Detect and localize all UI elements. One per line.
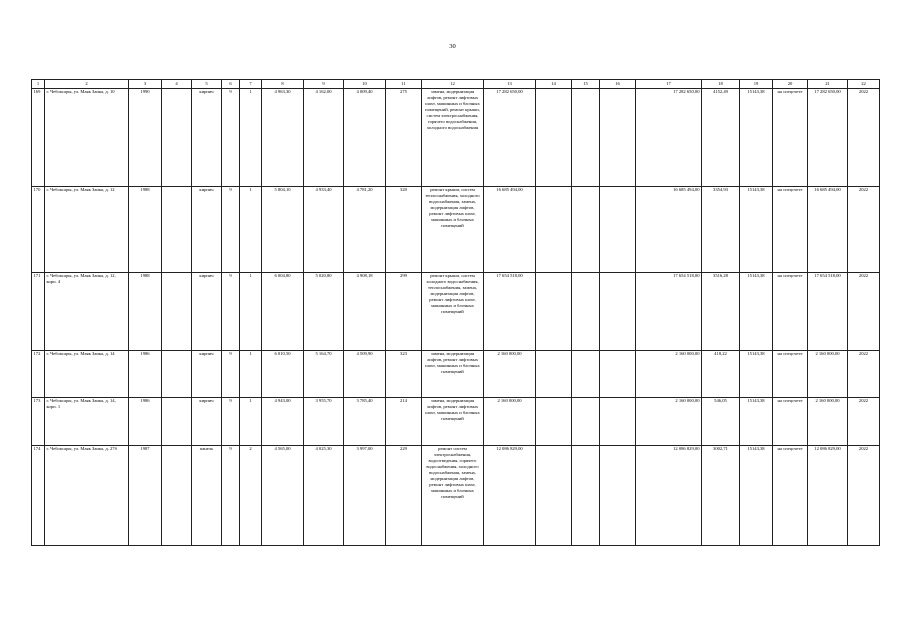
column-number-row: [32, 80, 880, 89]
planned-year-cell: 2022: [848, 89, 880, 187]
build-year-cell: 1986: [129, 351, 162, 398]
empty-cell: [572, 273, 600, 351]
entrances-cell: 1: [240, 89, 262, 187]
cost-cell: 17 282 650,00: [808, 89, 848, 187]
cost-cell: 12 086 829,00: [636, 446, 702, 546]
column-number-header: 6: [222, 80, 240, 89]
column-number-header: 11: [386, 80, 422, 89]
column-number-header: 4: [162, 80, 192, 89]
cost-cell: 12 086 829,00: [808, 446, 848, 546]
area-cell: 3 785,40: [344, 398, 386, 446]
build-year-cell: 1990: [129, 89, 162, 187]
planned-year-cell: 2022: [848, 398, 880, 446]
empty-cell: [572, 351, 600, 398]
row-number: 173: [32, 398, 45, 446]
total-area-cell: 6 004,80: [262, 273, 304, 351]
empty-cell: [536, 187, 572, 273]
cost-cell: 2 160 000,00: [636, 398, 702, 446]
total-cost-cell: 2 160 000,00: [484, 398, 536, 446]
empty-cell: [162, 446, 192, 546]
funding-source-cell: на спецсчете: [773, 89, 808, 187]
column-number-header: 2: [45, 80, 129, 89]
area-cell: 4 009,40: [344, 89, 386, 187]
empty-cell: [600, 273, 636, 351]
column-number-header: 1: [32, 80, 45, 89]
column-number-header: 10: [344, 80, 386, 89]
address-cell: г. Чебоксары, ул. Маяк Заика, д. 14: [45, 351, 129, 398]
table-row: [32, 89, 880, 187]
row-number: 174: [32, 446, 45, 546]
total-cost-cell: 16 685 494,00: [484, 187, 536, 273]
address-cell: г. Чебоксары, ул. Маяк Заика, д. 12: [45, 187, 129, 273]
column-number-header: 19: [740, 80, 773, 89]
cost-cell: 2 160 000,00: [808, 351, 848, 398]
entrances-cell: 1: [240, 351, 262, 398]
column-number-header: 15: [572, 80, 600, 89]
limit-cost-cell: 15143,38: [740, 273, 773, 351]
total-cost-cell: 17 654 518,00: [484, 273, 536, 351]
works-description-cell: ремонт крыши, систем теплоснабжения, холодного водоснабжения, замена, модернизация лифтов, ремонт лифтовых шахт, машинных и блочных помещений: [422, 187, 484, 273]
cost-per-m2-cell: 3516,28: [702, 273, 740, 351]
table-row: [32, 446, 880, 546]
wall-material-cell: панель: [192, 446, 222, 546]
total-area-cell: 4 565,00: [262, 446, 304, 546]
column-number-header: 9: [304, 80, 344, 89]
table-row: [32, 187, 880, 273]
limit-cost-cell: 15143,38: [740, 446, 773, 546]
column-number-header: 22: [848, 80, 880, 89]
floors-cell: 9: [222, 351, 240, 398]
build-year-cell: 1987: [129, 446, 162, 546]
column-number-header: 17: [636, 80, 702, 89]
empty-cell: [572, 446, 600, 546]
cost-cell: 17 654 518,00: [808, 273, 848, 351]
floors-cell: 9: [222, 446, 240, 546]
cost-per-m2-cell: 3354,93: [702, 187, 740, 273]
residents-cell: 323: [386, 351, 422, 398]
cost-cell: 16 685 494,00: [808, 187, 848, 273]
build-year-cell: 1986: [129, 398, 162, 446]
works-description-cell: замена, модернизация лифтов, ремонт лифтовых шахт, машинных и блочных помещений, ремонт крыши, систем электроснабжения, горячего водоснабжения, холодного водоснабжения: [422, 89, 484, 187]
funding-source-cell: на спецсчете: [773, 446, 808, 546]
limit-cost-cell: 15143,38: [740, 351, 773, 398]
table-row: [32, 273, 880, 351]
address-cell: г. Чебоксары, ул. Маяк Заика, д. 14, корп. 1: [45, 398, 129, 446]
floors-cell: 9: [222, 89, 240, 187]
build-year-cell: 1988: [129, 273, 162, 351]
living-area-cell: 5 164,70: [304, 351, 344, 398]
row-number: 172: [32, 351, 45, 398]
wall-material-cell: кирпич: [192, 351, 222, 398]
floors-cell: 9: [222, 398, 240, 446]
column-number-header: 14: [536, 80, 572, 89]
planned-year-cell: 2022: [848, 187, 880, 273]
empty-cell: [600, 89, 636, 187]
column-number-header: 12: [422, 80, 484, 89]
empty-cell: [600, 446, 636, 546]
area-cell: 4 509,90: [344, 351, 386, 398]
total-cost-cell: 2 160 000,00: [484, 351, 536, 398]
cost-cell: 2 160 000,00: [636, 351, 702, 398]
limit-cost-cell: 15143,38: [740, 89, 773, 187]
entrances-cell: 2: [240, 446, 262, 546]
wall-material-cell: кирпич: [192, 398, 222, 446]
column-number-header: 21: [808, 80, 848, 89]
empty-cell: [600, 351, 636, 398]
planned-year-cell: 2022: [848, 446, 880, 546]
works-description-cell: замена, модернизация лифтов, ремонт лифтовых шахт, машинных и блочных помещений: [422, 351, 484, 398]
funding-source-cell: на спецсчете: [773, 398, 808, 446]
funding-source-cell: на спецсчете: [773, 351, 808, 398]
cost-per-m2-cell: 546,05: [702, 398, 740, 446]
empty-cell: [162, 187, 192, 273]
planned-year-cell: 2022: [848, 351, 880, 398]
empty-cell: [536, 89, 572, 187]
living-area-cell: 4 933,40: [304, 187, 344, 273]
build-year-cell: 1988: [129, 187, 162, 273]
empty-cell: [536, 398, 572, 446]
residents-cell: 275: [386, 89, 422, 187]
area-cell: 4 908,18: [344, 273, 386, 351]
repair-program-table: [31, 79, 880, 546]
planned-year-cell: 2022: [848, 273, 880, 351]
residents-cell: 214: [386, 398, 422, 446]
residents-cell: 320: [386, 187, 422, 273]
empty-cell: [536, 351, 572, 398]
residents-cell: 229: [386, 446, 422, 546]
wall-material-cell: кирпич: [192, 89, 222, 187]
total-area-cell: 4 943,00: [262, 398, 304, 446]
empty-cell: [536, 446, 572, 546]
living-area-cell: 3 955,70: [304, 398, 344, 446]
cost-per-m2-cell: 4152,49: [702, 89, 740, 187]
works-description-cell: ремонт систем электроснабжения, водоотведения, горячего водоснабжения, холодного водоснабжения, замена, модернизация лифтов, ремонт лифтовых шахт, машинных и блочных помещений: [422, 446, 484, 546]
column-number-header: 5: [192, 80, 222, 89]
column-number-header: 8: [262, 80, 304, 89]
floors-cell: 9: [222, 187, 240, 273]
column-number-header: 3: [129, 80, 162, 89]
empty-cell: [162, 89, 192, 187]
wall-material-cell: кирпич: [192, 273, 222, 351]
total-cost-cell: 17 282 650,00: [484, 89, 536, 187]
column-number-header: 16: [600, 80, 636, 89]
funding-source-cell: на спецсчете: [773, 273, 808, 351]
empty-cell: [600, 187, 636, 273]
cost-cell: 2 160 000,00: [808, 398, 848, 446]
empty-cell: [572, 187, 600, 273]
table-row: [32, 398, 880, 446]
column-number-header: 7: [240, 80, 262, 89]
address-cell: г. Чебоксары, ул. Маяк Заика, д. 12, корп. 4: [45, 273, 129, 351]
area-cell: 4 781,20: [344, 187, 386, 273]
empty-cell: [536, 273, 572, 351]
empty-cell: [600, 398, 636, 446]
column-number-header: 20: [773, 80, 808, 89]
page-number: 30: [449, 43, 456, 50]
works-description-cell: ремонт крыши, систем холодного водоснабжения, теплоснабжения, замена, модернизация лифтов, ремонт лифтовых шахт, машинных и блочных помещений: [422, 273, 484, 351]
residents-cell: 299: [386, 273, 422, 351]
cost-per-m2-cell: 418,22: [702, 351, 740, 398]
entrances-cell: 1: [240, 273, 262, 351]
works-description-cell: замена, модернизация лифтов, ремонт лифтовых шахт, машинных и блочных помещений: [422, 398, 484, 446]
column-number-header: 18: [702, 80, 740, 89]
row-number: 169: [32, 89, 45, 187]
entrances-cell: 1: [240, 398, 262, 446]
cost-cell: 17 654 518,00: [636, 273, 702, 351]
empty-cell: [572, 398, 600, 446]
limit-cost-cell: 15143,38: [740, 187, 773, 273]
table-body: [32, 89, 880, 546]
cost-cell: 16 685 494,00: [636, 187, 702, 273]
living-area-cell: 5 020,80: [304, 273, 344, 351]
living-area-cell: 4 025,30: [304, 446, 344, 546]
wall-material-cell: кирпич: [192, 187, 222, 273]
row-number: 170: [32, 187, 45, 273]
address-cell: г. Чебоксары, ул. Маяк Заика, д. 10: [45, 89, 129, 187]
total-area-cell: 6 010,50: [262, 351, 304, 398]
empty-cell: [162, 351, 192, 398]
cost-cell: 17 282 650,00: [636, 89, 702, 187]
area-cell: 3 997,00: [344, 446, 386, 546]
entrances-cell: 1: [240, 187, 262, 273]
living-area-cell: 4 162,00: [304, 89, 344, 187]
total-area-cell: 4 963,30: [262, 89, 304, 187]
address-cell: г. Чебоксары, ул. Маяк Заика, д. 27б: [45, 446, 129, 546]
empty-cell: [162, 398, 192, 446]
total-cost-cell: 12 086 829,00: [484, 446, 536, 546]
row-number: 171: [32, 273, 45, 351]
empty-cell: [162, 273, 192, 351]
table-row: [32, 351, 880, 398]
column-number-header: 13: [484, 80, 536, 89]
total-area-cell: 5 804,10: [262, 187, 304, 273]
funding-source-cell: на спецсчете: [773, 187, 808, 273]
floors-cell: 9: [222, 273, 240, 351]
limit-cost-cell: 15143,38: [740, 398, 773, 446]
cost-per-m2-cell: 3002,71: [702, 446, 740, 546]
empty-cell: [572, 89, 600, 187]
